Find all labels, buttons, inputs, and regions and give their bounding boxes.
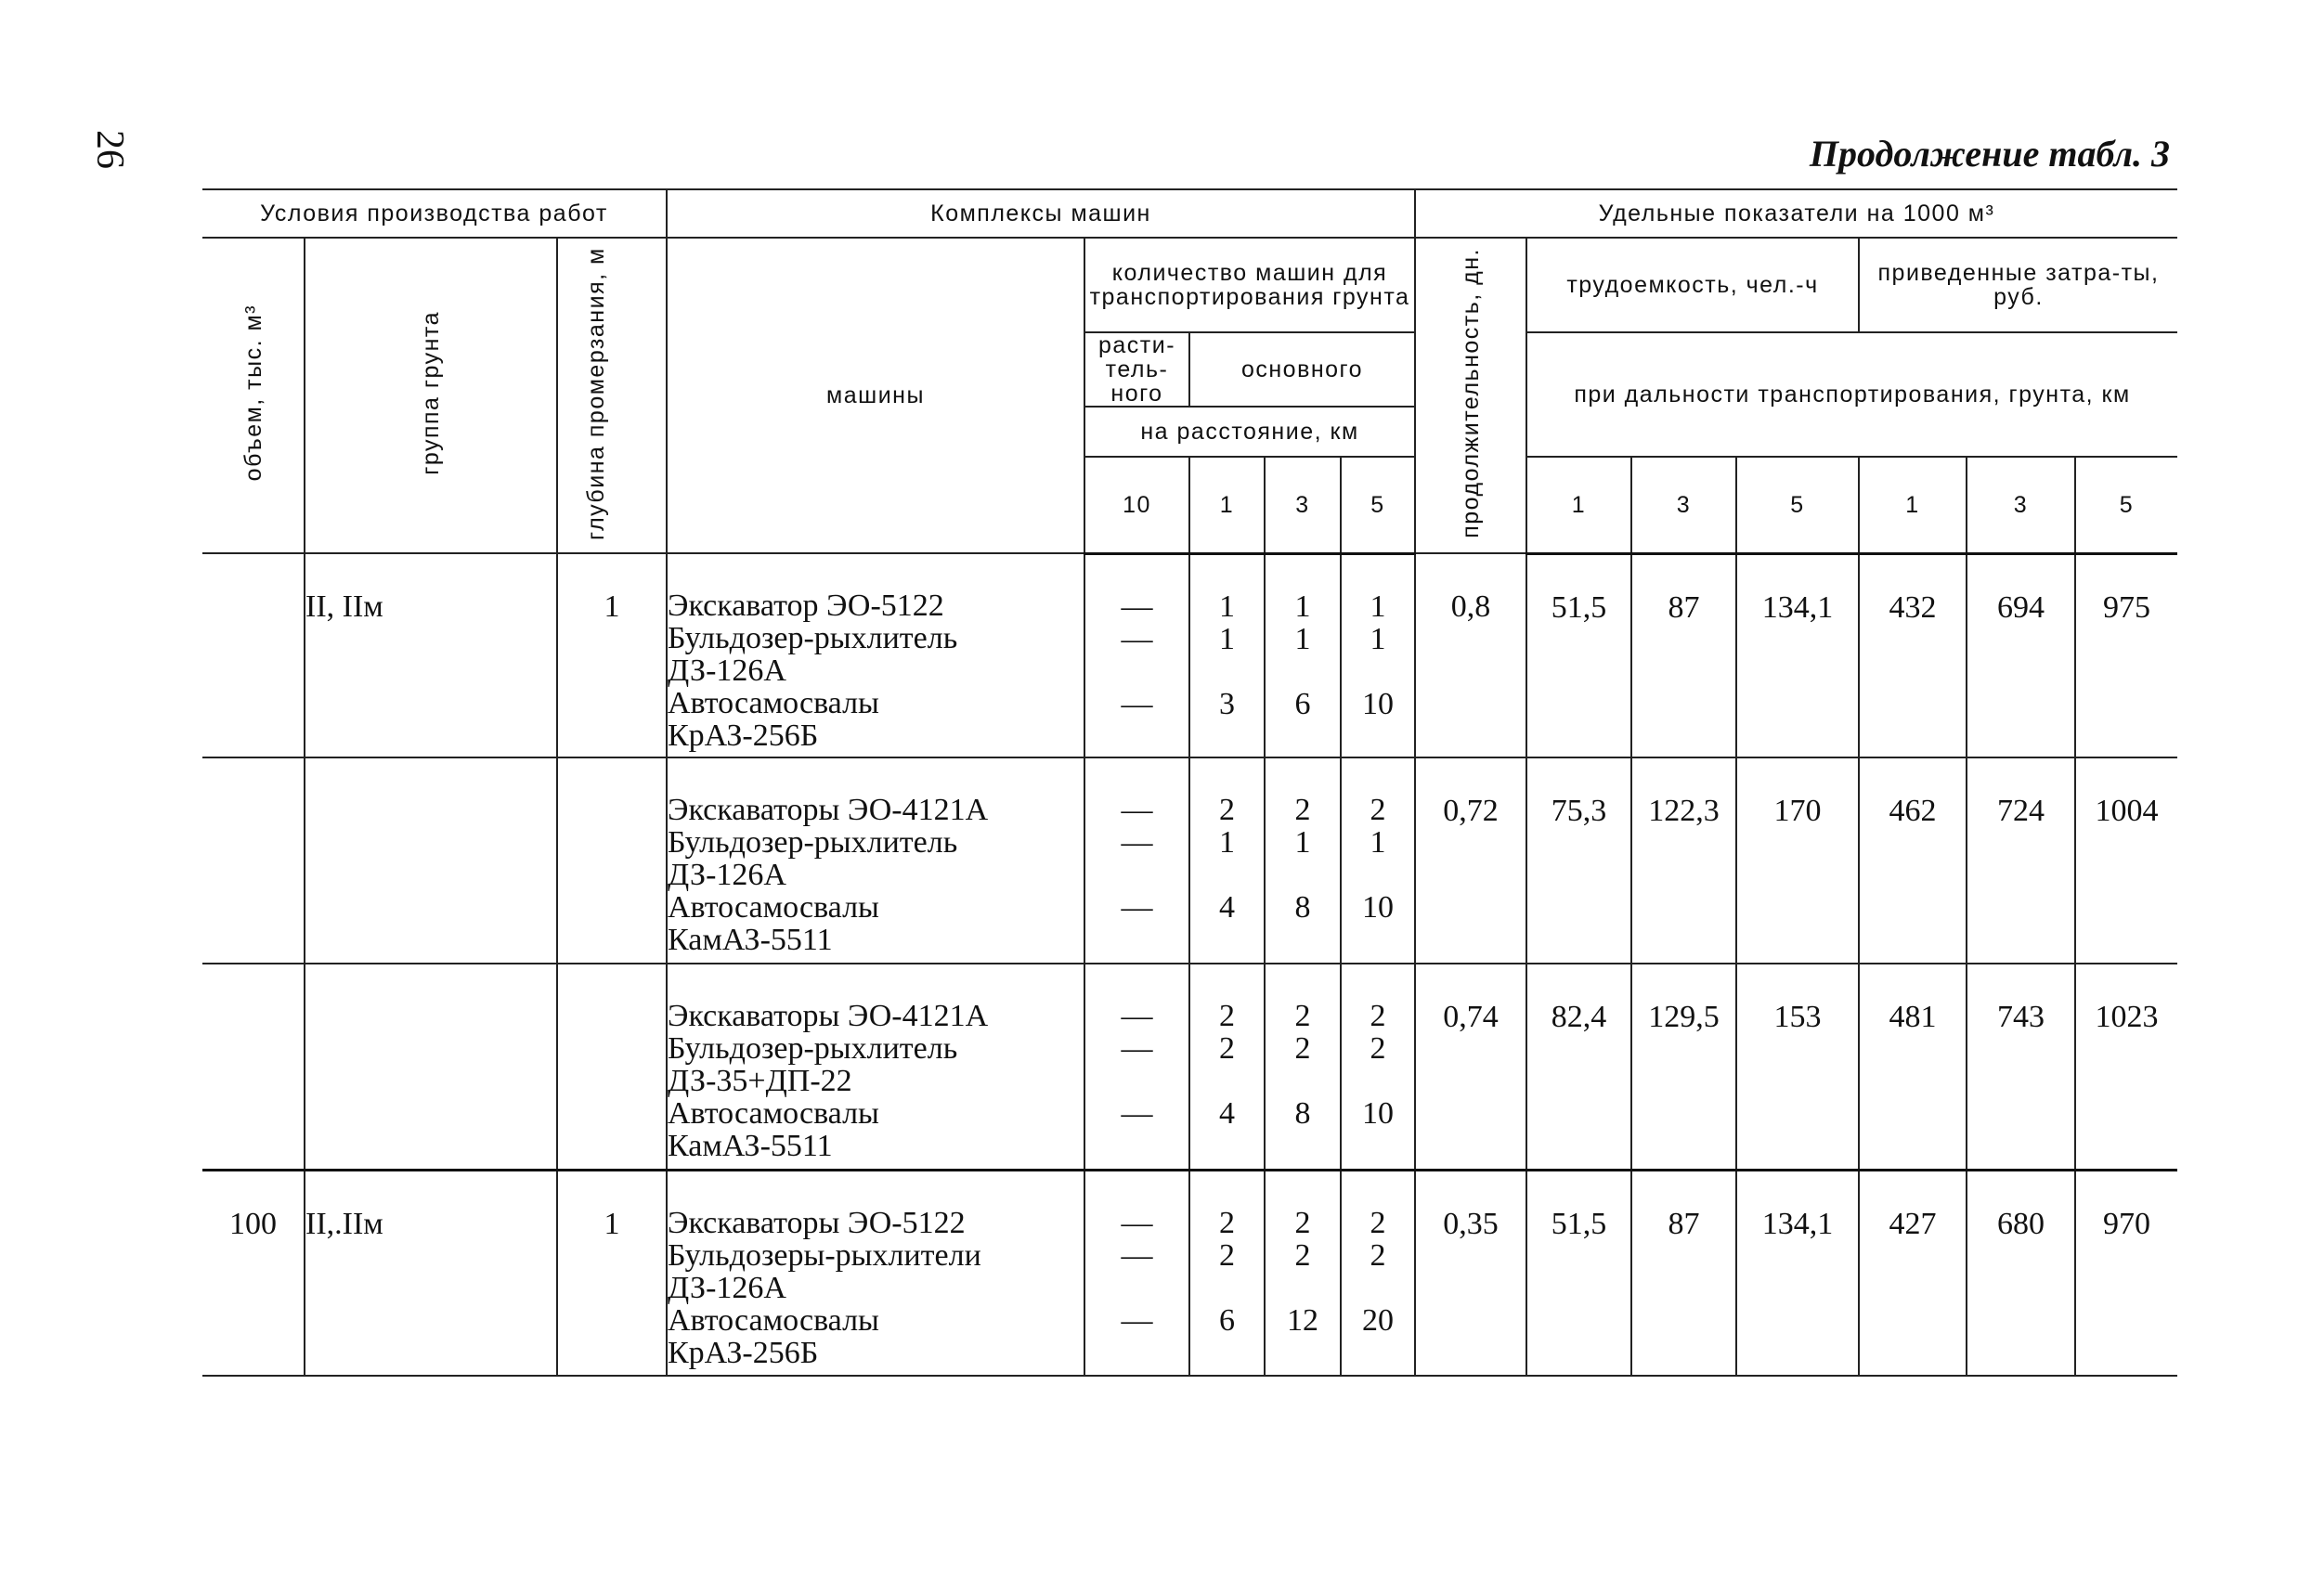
cell-cost-5: 1023 bbox=[2075, 964, 2177, 1170]
cell-labor-5: 134,1 bbox=[1736, 553, 1859, 757]
count-value: 2 bbox=[1219, 999, 1235, 1033]
cell-labor-3: 129,5 bbox=[1631, 964, 1736, 1170]
machine-line: КрАЗ-256Б bbox=[668, 718, 819, 753]
count-value bbox=[1085, 859, 1188, 891]
cell-veg bbox=[1084, 1170, 1189, 1376]
count-value: 1 bbox=[1370, 589, 1386, 624]
count-value: — bbox=[1121, 589, 1153, 624]
cell-labor-3: 87 bbox=[1631, 553, 1736, 757]
count-value: 2 bbox=[1219, 1237, 1235, 1273]
cell-duration: 0,35 bbox=[1415, 1170, 1526, 1376]
cell-freeze-depth bbox=[557, 964, 667, 1170]
cell-d5 bbox=[1341, 1170, 1415, 1376]
count-value: 2 bbox=[1219, 793, 1235, 827]
cell-labor-5: 153 bbox=[1736, 964, 1859, 1170]
cell-d1 bbox=[1189, 1170, 1265, 1376]
cell-d5 bbox=[1341, 757, 1415, 964]
header-cost-3: 3 bbox=[1967, 457, 2075, 553]
count-value: 10 bbox=[1362, 1096, 1394, 1131]
count-value: 3 bbox=[1219, 686, 1235, 721]
count-value: 2 bbox=[1294, 1237, 1311, 1273]
cell-d3 bbox=[1265, 757, 1341, 964]
cell-d1 bbox=[1189, 964, 1265, 1170]
cell-d5 bbox=[1341, 964, 1415, 1170]
count-value bbox=[1342, 1337, 1414, 1369]
cell-freeze-depth: 1 bbox=[557, 1170, 667, 1376]
cell-volume: 100 bbox=[202, 1170, 305, 1376]
machine-line: Автосамосвалы bbox=[668, 686, 879, 720]
machine-line: Экскаваторы ЭО-4121А bbox=[668, 999, 989, 1033]
count-value: 2 bbox=[1219, 1031, 1235, 1066]
cell-cost-5: 970 bbox=[2075, 1170, 2177, 1376]
table-row bbox=[202, 964, 2177, 1170]
cell-labor-1: 82,4 bbox=[1526, 964, 1631, 1170]
cell-freeze-depth bbox=[557, 757, 667, 964]
cell-cost-3: 743 bbox=[1967, 964, 2075, 1170]
cell-labor-3: 122,3 bbox=[1631, 757, 1736, 964]
count-value bbox=[1085, 1337, 1188, 1369]
cell-cost-1: 427 bbox=[1859, 1170, 1967, 1376]
cell-soil-group: II,.IIм bbox=[305, 1170, 557, 1376]
machine-line: ДЗ-126А bbox=[668, 654, 786, 688]
count-value: 1 bbox=[1370, 825, 1386, 860]
count-value: 2 bbox=[1294, 1205, 1311, 1240]
cell-d3 bbox=[1265, 553, 1341, 757]
header-transport-count: количество машин для транспортирования грунта bbox=[1084, 238, 1415, 332]
cell-soil-group bbox=[305, 964, 557, 1170]
count-value bbox=[1342, 720, 1414, 753]
machine-line: ДЗ-126А bbox=[668, 858, 786, 892]
header-labor-5: 5 bbox=[1736, 457, 1859, 553]
count-value: 4 bbox=[1219, 890, 1235, 925]
header-duration: продолжительность, дн. bbox=[1415, 238, 1526, 553]
header-vegetative: расти-тель-ного bbox=[1084, 332, 1189, 407]
cell-labor-5: 134,1 bbox=[1736, 1170, 1859, 1376]
machine-line: КамАЗ-5511 bbox=[668, 923, 833, 957]
count-value: 10 bbox=[1362, 890, 1394, 925]
count-value: 2 bbox=[1370, 999, 1386, 1033]
count-value: 2 bbox=[1294, 999, 1311, 1033]
count-value: 2 bbox=[1370, 1205, 1386, 1240]
header-labor: трудоемкость, чел.-ч bbox=[1526, 238, 1859, 332]
cell-cost-5: 975 bbox=[2075, 553, 2177, 757]
count-value bbox=[1266, 1065, 1340, 1097]
count-value bbox=[1266, 720, 1340, 753]
table-row bbox=[202, 757, 2177, 964]
machine-line: Бульдозер-рыхлитель bbox=[668, 825, 958, 860]
count-value: 6 bbox=[1294, 686, 1311, 721]
data-table bbox=[202, 188, 2177, 1377]
cell-machines bbox=[667, 553, 1084, 757]
cell-freeze-depth: 1 bbox=[557, 553, 667, 757]
cell-volume bbox=[202, 964, 305, 1170]
count-value: 2 bbox=[1219, 1205, 1235, 1240]
header-freeze-depth: глубина промерзания, м bbox=[557, 238, 667, 553]
count-value bbox=[1266, 1130, 1340, 1162]
cell-cost-1: 432 bbox=[1859, 553, 1967, 757]
count-value bbox=[1266, 1272, 1340, 1304]
header-dist-3: 3 bbox=[1265, 457, 1341, 553]
count-value: 2 bbox=[1294, 1031, 1311, 1066]
machine-line: Экскаватор ЭО-5122 bbox=[668, 589, 944, 623]
cell-cost-3: 680 bbox=[1967, 1170, 2075, 1376]
header-indicators: Удельные показатели на 1000 м³ bbox=[1415, 189, 2177, 238]
cell-volume bbox=[202, 757, 305, 964]
count-value: 2 bbox=[1294, 793, 1311, 827]
header-costs: приведенные затра-ты, руб. bbox=[1859, 238, 2177, 332]
count-value bbox=[1190, 655, 1264, 688]
machine-line: Экскаваторы ЭО-4121А bbox=[668, 793, 989, 827]
cell-veg bbox=[1084, 964, 1189, 1170]
cell-cost-5: 1004 bbox=[2075, 757, 2177, 964]
cell-labor-1: 51,5 bbox=[1526, 553, 1631, 757]
header-dist-5: 5 bbox=[1341, 457, 1415, 553]
machine-line: Автосамосвалы bbox=[668, 890, 879, 925]
table-caption: Продолжение табл. 3 bbox=[1809, 133, 2170, 175]
cell-machines bbox=[667, 757, 1084, 964]
count-value: — bbox=[1121, 686, 1153, 721]
count-value: 8 bbox=[1294, 890, 1311, 925]
count-value bbox=[1190, 1272, 1264, 1304]
cell-machines bbox=[667, 1170, 1084, 1376]
count-value bbox=[1190, 1337, 1264, 1369]
count-value: 1 bbox=[1219, 589, 1235, 624]
cell-volume bbox=[202, 553, 305, 757]
machine-line: Автосамосвалы bbox=[668, 1096, 879, 1131]
count-value: 4 bbox=[1219, 1096, 1235, 1131]
count-value: — bbox=[1121, 793, 1153, 827]
cell-duration: 0,74 bbox=[1415, 964, 1526, 1170]
count-value bbox=[1085, 720, 1188, 753]
count-value: — bbox=[1121, 1031, 1153, 1066]
count-value bbox=[1190, 720, 1264, 753]
header-main: основного bbox=[1189, 332, 1415, 407]
count-value bbox=[1342, 1130, 1414, 1162]
cell-duration: 0,8 bbox=[1415, 553, 1526, 757]
header-at-distance: на расстояние, км bbox=[1084, 407, 1415, 457]
header-dist-veg: 10 bbox=[1084, 457, 1189, 553]
count-value bbox=[1085, 1130, 1188, 1162]
count-value: — bbox=[1121, 621, 1153, 656]
count-value bbox=[1190, 859, 1264, 891]
count-value: 1 bbox=[1219, 825, 1235, 860]
count-value bbox=[1342, 859, 1414, 891]
header-soil-group: группа грунта bbox=[305, 238, 557, 553]
machine-line: ДЗ-126А bbox=[668, 1270, 786, 1305]
header-conditions: Условия производства работ bbox=[202, 189, 667, 238]
count-value bbox=[1085, 1272, 1188, 1304]
cell-veg bbox=[1084, 757, 1189, 964]
count-value: — bbox=[1121, 999, 1153, 1033]
count-value: 10 bbox=[1362, 686, 1394, 721]
count-value: — bbox=[1121, 1237, 1153, 1273]
count-value bbox=[1190, 1130, 1264, 1162]
cell-labor-3: 87 bbox=[1631, 1170, 1736, 1376]
cell-machines bbox=[667, 964, 1084, 1170]
count-value bbox=[1342, 924, 1414, 956]
count-value: — bbox=[1121, 1096, 1153, 1131]
machine-line: КамАЗ-5511 bbox=[668, 1129, 833, 1163]
count-value: 12 bbox=[1287, 1302, 1318, 1338]
count-value: — bbox=[1121, 1302, 1153, 1338]
header-machines: машины bbox=[667, 238, 1084, 553]
machine-line: ДЗ-35+ДП-22 bbox=[668, 1064, 852, 1098]
count-value: 6 bbox=[1219, 1302, 1235, 1338]
machine-line: Автосамосвалы bbox=[668, 1302, 879, 1338]
machine-line: Экскаваторы ЭО-5122 bbox=[668, 1205, 966, 1240]
count-value bbox=[1266, 1337, 1340, 1369]
header-cost-1: 1 bbox=[1859, 457, 1967, 553]
count-value: — bbox=[1121, 890, 1153, 925]
cell-cost-3: 694 bbox=[1967, 553, 2075, 757]
table-row bbox=[202, 1170, 2177, 1376]
header-transport-distance: при дальности транспортирования, грунта, км bbox=[1526, 332, 2177, 457]
count-value: 1 bbox=[1219, 621, 1235, 656]
count-value: 1 bbox=[1294, 589, 1311, 624]
count-value bbox=[1266, 924, 1340, 956]
header-labor-3: 3 bbox=[1631, 457, 1736, 553]
cell-cost-1: 462 bbox=[1859, 757, 1967, 964]
count-value: — bbox=[1121, 1205, 1153, 1240]
count-value: 20 bbox=[1362, 1302, 1394, 1338]
count-value: 2 bbox=[1370, 1031, 1386, 1066]
count-value: 8 bbox=[1294, 1096, 1311, 1131]
cell-labor-1: 51,5 bbox=[1526, 1170, 1631, 1376]
machine-line: Бульдозер-рыхлитель bbox=[668, 1031, 958, 1066]
count-value bbox=[1342, 655, 1414, 688]
cell-soil-group: II, IIм bbox=[305, 553, 557, 757]
header-complexes: Комплексы машин bbox=[667, 189, 1415, 238]
cell-veg bbox=[1084, 553, 1189, 757]
machine-line: КрАЗ-256Б bbox=[668, 1335, 819, 1370]
count-value bbox=[1190, 924, 1264, 956]
header-labor-1: 1 bbox=[1526, 457, 1631, 553]
cell-d5 bbox=[1341, 553, 1415, 757]
count-value: 2 bbox=[1370, 1237, 1386, 1273]
count-value: 2 bbox=[1370, 793, 1386, 827]
header-dist-1: 1 bbox=[1189, 457, 1265, 553]
cell-duration: 0,72 bbox=[1415, 757, 1526, 964]
machine-line: Бульдозеры-рыхлители bbox=[668, 1237, 981, 1273]
count-value: 1 bbox=[1294, 621, 1311, 656]
count-value bbox=[1266, 655, 1340, 688]
cell-labor-1: 75,3 bbox=[1526, 757, 1631, 964]
cell-d3 bbox=[1265, 964, 1341, 1170]
count-value: 1 bbox=[1370, 621, 1386, 656]
count-value bbox=[1085, 655, 1188, 688]
header-cost-5: 5 bbox=[2075, 457, 2177, 553]
count-value bbox=[1085, 924, 1188, 956]
count-value: — bbox=[1121, 825, 1153, 860]
count-value bbox=[1342, 1272, 1414, 1304]
count-value bbox=[1085, 1065, 1188, 1097]
table-row bbox=[202, 553, 2177, 757]
count-value bbox=[1190, 1065, 1264, 1097]
cell-d1 bbox=[1189, 757, 1265, 964]
page-number: 26 bbox=[88, 130, 131, 169]
cell-labor-5: 170 bbox=[1736, 757, 1859, 964]
cell-soil-group bbox=[305, 757, 557, 964]
cell-cost-3: 724 bbox=[1967, 757, 2075, 964]
count-value: 1 bbox=[1294, 825, 1311, 860]
cell-d3 bbox=[1265, 1170, 1341, 1376]
cell-d1 bbox=[1189, 553, 1265, 757]
count-value bbox=[1342, 1065, 1414, 1097]
header-volume: объем, тыс. м³ bbox=[202, 238, 305, 553]
cell-cost-1: 481 bbox=[1859, 964, 1967, 1170]
count-value bbox=[1266, 859, 1340, 891]
machine-line: Бульдозер-рыхлитель bbox=[668, 621, 958, 655]
